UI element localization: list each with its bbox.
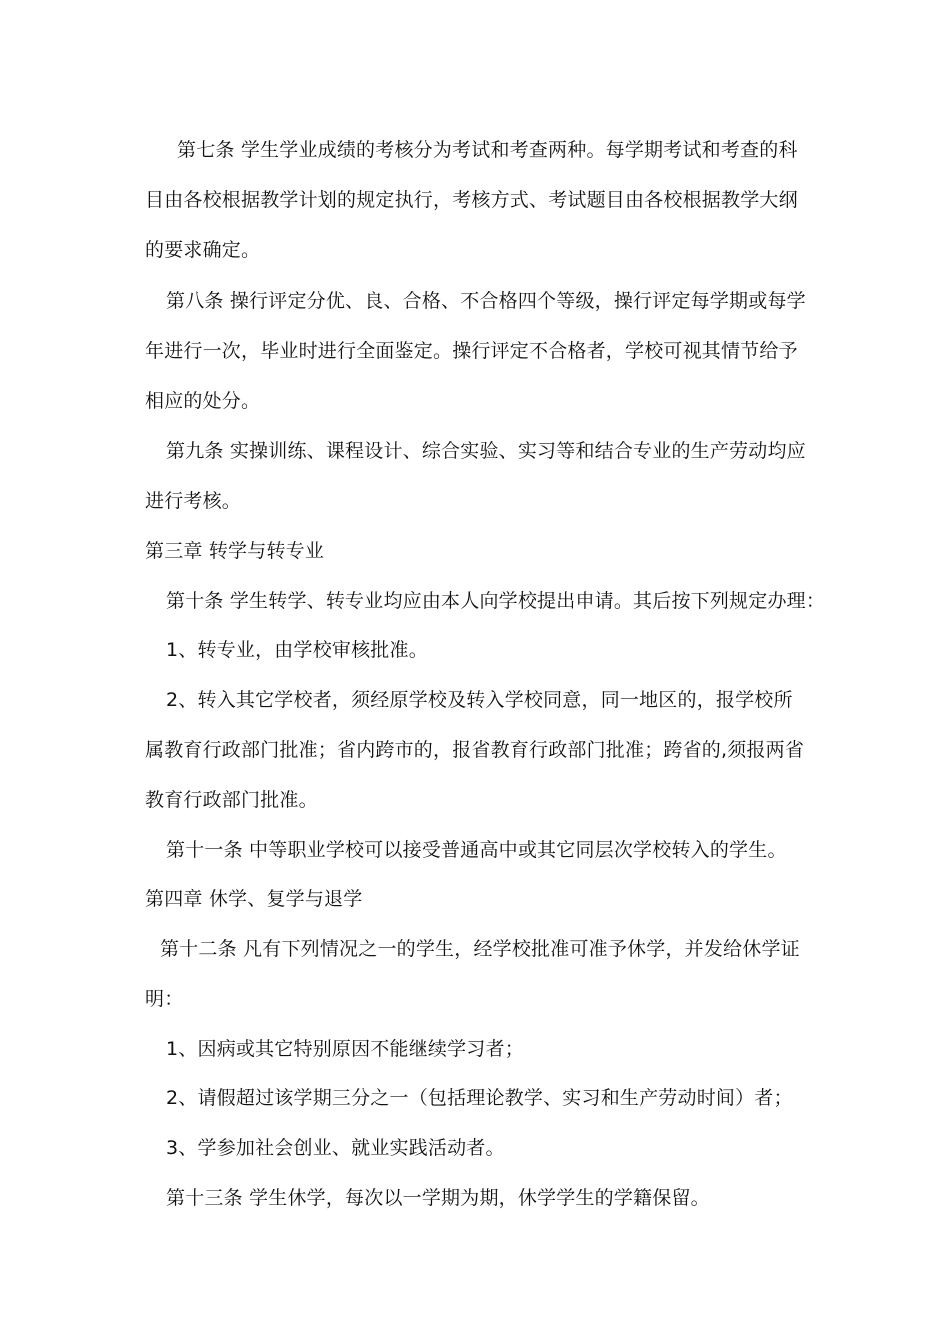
- text-line: 教育行政部门批准。: [145, 789, 318, 811]
- text-line: 明：: [145, 988, 184, 1010]
- chapter-heading: 第三章 转学与转专业: [145, 540, 325, 562]
- text-line: 属教育行政部门批准；省内跨市的，报省教育行政部门批准；跨省的,须报两省: [145, 739, 805, 761]
- text-line: 第十一条 中等职业学校可以接受普通高中或其它同层次学校转入的学生。: [166, 839, 787, 861]
- text-line: 目由各校根据教学计划的规定执行，考核方式、考试题目由各校根据教学大纲: [145, 189, 798, 211]
- list-item: 1、转专业，由学校审核批准。: [166, 639, 428, 661]
- text-line: 的要求确定。: [145, 239, 261, 261]
- text-line: 第十条 学生转学、转专业均应由本人向学校提出申请。其后按下列规定办理：: [166, 590, 826, 612]
- text-line: 相应的处分。: [145, 390, 261, 412]
- text-line: 进行考核。: [145, 490, 242, 512]
- chapter-heading: 第四章 休学、复学与退学: [145, 888, 363, 910]
- text-line: 第九条 实操训练、课程设计、综合实验、实习等和结合专业的生产劳动均应: [166, 440, 806, 462]
- text-line: 第七条 学生学业成绩的考核分为考试和考查两种。每学期考试和考查的科: [177, 139, 798, 161]
- text-line: 年进行一次，毕业时进行全面鉴定。操行评定不合格者，学校可视其情节给予: [145, 340, 798, 362]
- list-item: 2、请假超过该学期三分之一（包括理论教学、实习和生产劳动时间）者；: [166, 1087, 793, 1109]
- list-item: 1、因病或其它特别原因不能继续学习者；: [166, 1038, 524, 1060]
- list-item: 2、转入其它学校者，须经原学校及转入学校同意，同一地区的，报学校所: [166, 689, 793, 711]
- list-item: 3、学参加社会创业、就业实践活动者。: [166, 1137, 505, 1159]
- text-line: 第十三条 学生休学，每次以一学期为期，休学学生的学籍保留。: [166, 1187, 710, 1209]
- text-line: 第十二条 凡有下列情况之一的学生，经学校批准可准予休学，并发给休学证: [160, 938, 800, 960]
- text-line: 第八条 操行评定分优、良、合格、不合格四个等级，操行评定每学期或每学: [166, 290, 806, 312]
